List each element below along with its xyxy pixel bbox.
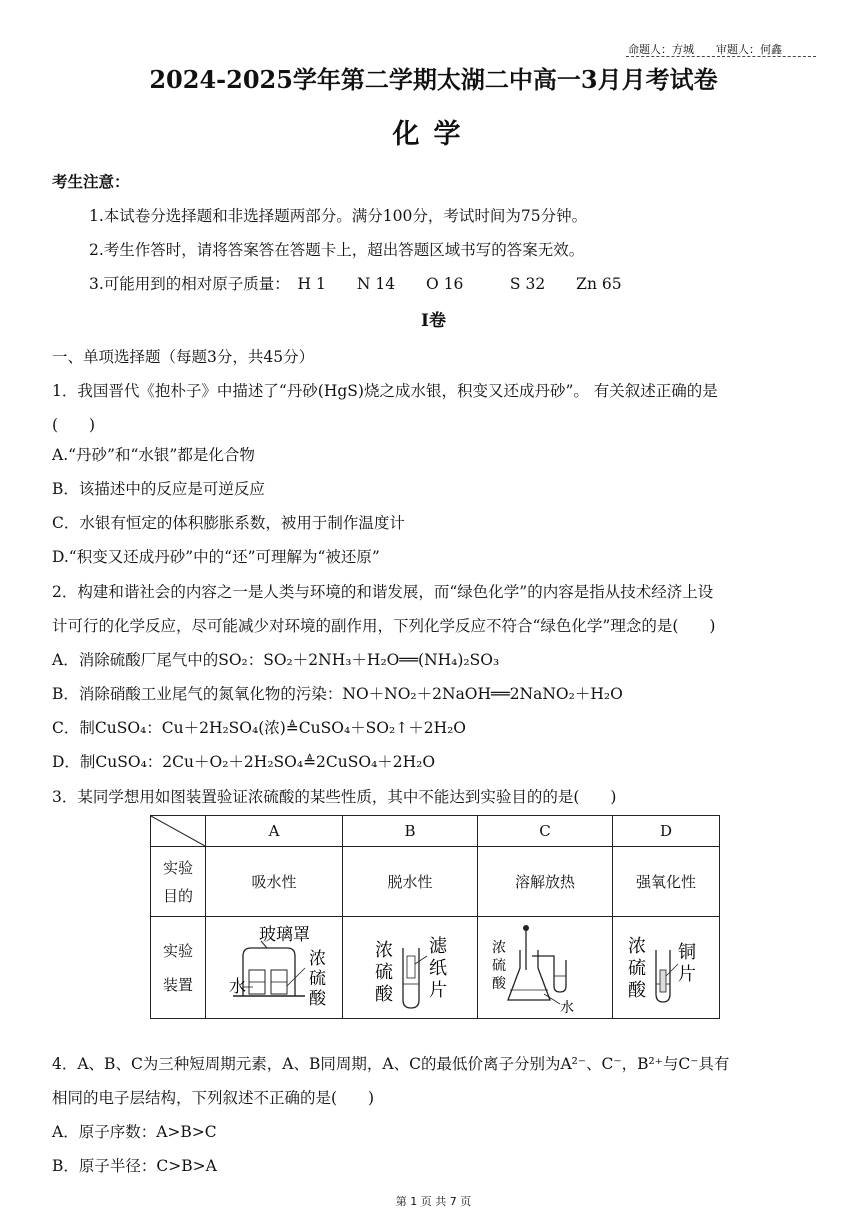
author-line: 命题人：方城 审题人：何鑫 [628,43,782,56]
q4-option-b: B．原子半径：C>B>A [52,1157,217,1175]
q3-table [150,815,720,1019]
apparatus-a [206,917,343,1019]
q1-option-b: B．该描述中的反应是可逆反应 [52,480,265,498]
label-acid-b-2: 硫 [375,961,393,983]
part-title: 一、单项选择题（每题3分，共45分） [52,348,315,366]
q2-option-b: B．消除硝酸工业尾气的氮氧化物的污染：NO＋NO₂＋2NaOH══2NaNO₂＋H₂O [52,685,623,703]
purpose-a: 吸水性 [206,847,343,917]
apparatus-d [613,917,720,1019]
purpose-d: 强氧化性 [613,847,720,917]
label-acid-a-1: 浓 [309,948,326,969]
q2-option-a: A．消除硫酸厂尾气中的SO₂：SO₂＋2NH₃＋H₂O══(NH₄)₂SO₃ [52,651,500,669]
row-label-apparatus-1: 实验 [162,941,193,960]
label-paper-3: 片 [429,979,447,1001]
label-copper-2: 片 [678,963,696,985]
test-tube-paper-diagram [345,920,475,1016]
label-paper-2: 纸 [429,957,447,979]
q1-stem-line1: 1．我国晋代《抱朴子》中描述了“丹砂(HgS)烧之成水银，积变又还成丹砂”。 有关叙述正确的是 [52,382,718,400]
purpose-c: 溶解放热 [478,847,613,917]
label-acid-d-1: 浓 [628,935,646,957]
label-acid-b-1: 浓 [375,939,393,961]
label-acid-a-2: 硫 [309,968,326,989]
label-acid-a-3: 酸 [309,988,326,1009]
flask-u-tube-diagram [480,920,610,1016]
label-acid-c-1: 浓 [492,939,506,956]
q2-stem-line1: 2．构建和谐社会的内容之一是人类与环境的和谐发展，而“绿色化学”的内容是指从技术经济上设 [52,583,714,601]
notice-item-2: 2.考生作答时，请将答案答在答题卡上，超出答题区域书写的答案无效。 [89,241,585,259]
test-tube-copper-diagram [616,920,716,1016]
diagonal-line [151,816,205,846]
page-footer: 第 1 页 共 7 页 [395,1195,472,1208]
q1-option-c: C．水银有恒定的体积膨胀系数，被用于制作温度计 [52,514,405,532]
label-acid-d-3: 酸 [628,979,646,1001]
corner-cell [151,816,206,847]
subject-title: 化学 [392,119,475,150]
label-acid-c-2: 硫 [492,957,506,974]
label-acid-c-3: 酸 [492,975,506,992]
q2-option-c: C．制CuSO₄：Cu＋2H₂SO₄(浓)≜CuSO₄＋SO₂↑＋2H₂O [52,719,467,737]
notice-item-3: 3.可能用到的相对原子质量： H 1 N 14 O 16 S 32 Zn 65 [89,275,622,293]
row-label-apparatus-2: 装置 [162,975,193,994]
q1-option-a: A.“丹砂”和“水银”都是化合物 [52,446,255,464]
q3-stem: 3．某同学想用如图装置验证浓硫酸的某些性质，其中不能达到实验目的的是( ) [52,788,617,806]
label-glass-cover: 玻璃罩 [259,924,310,945]
q4-option-a: A．原子序数：A>B>C [52,1123,217,1141]
notice-heading: 考生注意： [52,172,130,191]
row-label-purpose-2: 目的 [162,886,193,905]
q1-stem-line2: ( ) [52,416,96,434]
q1-option-d: D.“积变又还成丹砂”中的“还”可理解为“被还原” [52,548,380,566]
col-header-a: A [206,816,343,847]
col-header-b: B [343,816,478,847]
col-header-c: C [478,816,613,847]
label-copper-1: 铜 [678,941,696,963]
exam-title: 2024-2025学年第二学期太湖二中高一3月月考试卷 [149,65,718,94]
row-label-purpose [151,847,206,917]
row-label-purpose-1: 实验 [162,858,193,877]
label-water-a: 水 [229,976,246,997]
q4-stem-line1: 4．A、B、C为三种短周期元素，A、B同周期，A、C的最低价离子分别为A²⁻、C⁻，B²⁺与C⁻具有 [52,1055,730,1073]
row-label-apparatus [151,917,206,1019]
label-acid-d-2: 硫 [628,957,646,979]
label-acid-b-3: 酸 [375,983,393,1005]
label-paper-1: 滤 [429,935,447,957]
author-underline [626,56,816,57]
apparatus-b [343,917,478,1019]
q2-option-d: D．制CuSO₄：2Cu＋O₂＋2H₂SO₄≜2CuSO₄＋2H₂O [52,753,436,771]
col-header-d: D [613,816,720,847]
purpose-b: 脱水性 [343,847,478,917]
bell-jar-diagram [209,920,339,1016]
section-title: I卷 [421,311,446,331]
q4-stem-line2: 相同的电子层结构，下列叙述不正确的是( ) [52,1089,375,1107]
notice-item-1: 1.本试卷分选择题和非选择题两部分。满分100分，考试时间为75分钟。 [89,207,588,225]
apparatus-c [478,917,613,1019]
label-water-c: 水 [560,999,574,1016]
q2-stem-line2: 计可行的化学反应，尽可能减少对环境的副作用，下列化学反应不符合“绿色化学”理念的是( ) [52,617,716,635]
